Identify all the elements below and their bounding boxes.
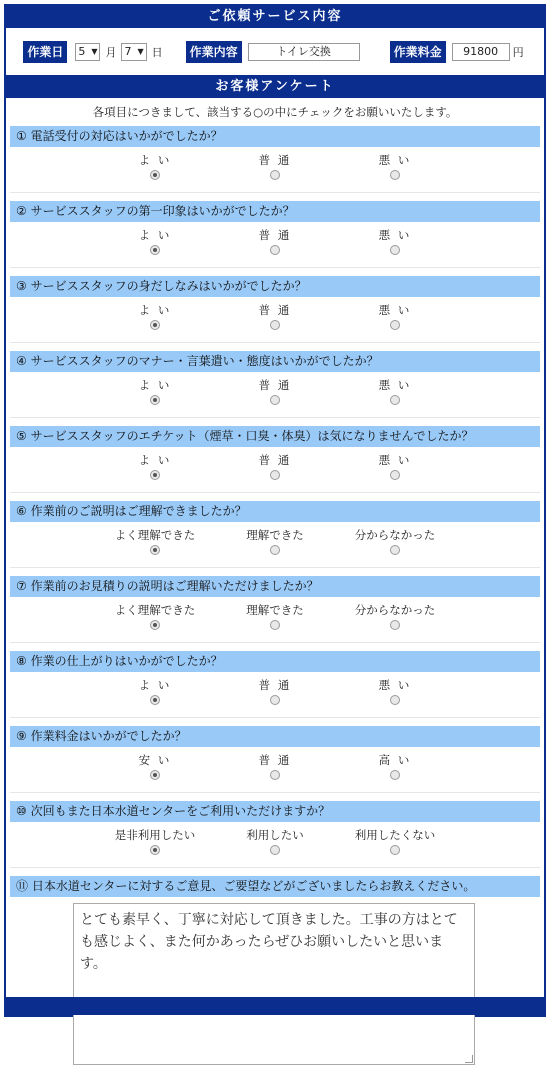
question-8-title: ⑧ 作業の仕上がりはいかがでしたか？ xyxy=(10,651,540,672)
radio-button[interactable] xyxy=(150,320,160,330)
radio-button[interactable] xyxy=(390,170,400,180)
work-content-label: 作業内容 xyxy=(186,41,242,63)
option-label: 利用したい xyxy=(246,828,304,842)
option-label: 利用したくない xyxy=(354,828,436,842)
radio-button[interactable] xyxy=(270,395,280,405)
question-11-title: ⑪ 日本水道センターに対するご意見、ご要望などがございましたらお教えください。 xyxy=(10,876,540,897)
radio-button[interactable] xyxy=(390,770,400,780)
option-item xyxy=(215,147,335,192)
question-1-options xyxy=(10,147,540,193)
option-item xyxy=(95,672,215,717)
radio-button[interactable] xyxy=(390,470,400,480)
option-item xyxy=(215,672,335,717)
radio-button[interactable] xyxy=(390,320,400,330)
option-label: よ い xyxy=(138,678,172,692)
day-unit: 日 xyxy=(151,45,163,59)
question-2-options xyxy=(10,222,540,268)
comment-text: とても素早く、丁寧に対応して頂きました。工事の方はとても感じよく、また何かあったらぜひお願いしたいと思います。 xyxy=(80,912,458,972)
radio-button[interactable] xyxy=(150,470,160,480)
question-4-title: ④ サービススタッフのマナー・言葉遣い・態度はいかがでしたか？ xyxy=(10,351,540,372)
option-item xyxy=(335,822,455,867)
fee-unit: 円 xyxy=(512,45,524,59)
question-4-options xyxy=(10,372,540,418)
option-item xyxy=(95,447,215,492)
work-fee-label: 作業料金 xyxy=(390,41,446,63)
radio-button[interactable] xyxy=(150,620,160,630)
option-label: 悪 い xyxy=(378,678,412,692)
option-item xyxy=(335,597,455,642)
radio-button[interactable] xyxy=(270,695,280,705)
option-item xyxy=(335,372,455,417)
option-label: 分からなかった xyxy=(354,603,436,617)
option-label: 普 通 xyxy=(258,453,292,467)
month-unit: 月 xyxy=(105,45,117,59)
survey-form xyxy=(4,4,546,1017)
option-label: 理解できた xyxy=(246,603,304,617)
option-item xyxy=(335,672,455,717)
option-item xyxy=(215,822,335,867)
radio-button[interactable] xyxy=(150,695,160,705)
option-item xyxy=(215,222,335,267)
option-label: よ い xyxy=(138,303,172,317)
option-item xyxy=(335,747,455,792)
radio-button[interactable] xyxy=(150,845,160,855)
option-item xyxy=(215,747,335,792)
question-5-options xyxy=(10,447,540,493)
radio-button[interactable] xyxy=(150,395,160,405)
radio-button[interactable] xyxy=(390,620,400,630)
option-label: 悪 い xyxy=(378,303,412,317)
work-fee-input[interactable]: 91800 xyxy=(452,43,510,61)
resize-handle-icon[interactable] xyxy=(465,1055,473,1063)
question-5-title: ⑤ サービススタッフのエチケット（煙草・口臭・体臭）は気になりませんでしたか？ xyxy=(10,426,540,447)
option-item xyxy=(215,297,335,342)
question-7-options xyxy=(10,597,540,643)
chevron-down-icon: ▼ xyxy=(137,47,144,56)
option-label: よく理解できた xyxy=(114,603,196,617)
option-label: 分からなかった xyxy=(354,528,436,542)
option-item xyxy=(335,147,455,192)
option-label: 普 通 xyxy=(258,753,292,767)
option-item xyxy=(95,222,215,267)
option-label: よ い xyxy=(138,378,172,392)
month-value: 5 xyxy=(78,45,86,58)
option-item xyxy=(95,747,215,792)
option-label: 普 通 xyxy=(258,678,292,692)
radio-button[interactable] xyxy=(270,170,280,180)
question-1-title: ① 電話受付の対応はいかがでしたか？ xyxy=(10,126,540,147)
question-9-options xyxy=(10,747,540,793)
radio-button[interactable] xyxy=(270,470,280,480)
option-label: 悪 い xyxy=(378,378,412,392)
option-item xyxy=(95,597,215,642)
option-item xyxy=(335,447,455,492)
day-select[interactable] xyxy=(121,43,146,61)
radio-button[interactable] xyxy=(390,545,400,555)
chevron-down-icon: ▼ xyxy=(91,47,98,56)
question-3-title: ③ サービススタッフの身だしなみはいかがでしたか？ xyxy=(10,276,540,297)
option-item xyxy=(335,522,455,567)
month-select[interactable] xyxy=(75,43,100,61)
radio-button[interactable] xyxy=(150,245,160,255)
day-value: 7 xyxy=(124,45,132,58)
option-item xyxy=(95,372,215,417)
option-item xyxy=(335,297,455,342)
radio-button[interactable] xyxy=(390,695,400,705)
radio-button[interactable] xyxy=(150,170,160,180)
question-2-title: ② サービススタッフの第一印象はいかがでしたか？ xyxy=(10,201,540,222)
radio-button[interactable] xyxy=(270,620,280,630)
option-label: 普 通 xyxy=(258,153,292,167)
option-label: 高 い xyxy=(378,753,412,767)
question-9-title: ⑨ 作業料金はいかがでしたか？ xyxy=(10,726,540,747)
radio-button[interactable] xyxy=(270,545,280,555)
question-10-options xyxy=(10,822,540,868)
option-label: 理解できた xyxy=(246,528,304,542)
option-item xyxy=(215,522,335,567)
service-header: ご依頼サービス内容 xyxy=(6,6,544,28)
survey-intro: 各項目につきまして、該当する○の中にチェックをお願いいたします。 xyxy=(92,105,458,119)
footer-band xyxy=(6,997,544,1015)
radio-button[interactable] xyxy=(390,845,400,855)
radio-button[interactable] xyxy=(270,845,280,855)
work-date-label: 作業日 xyxy=(23,41,67,63)
radio-button[interactable] xyxy=(150,545,160,555)
option-label: 安 い xyxy=(138,753,172,767)
option-item xyxy=(215,372,335,417)
radio-button[interactable] xyxy=(270,770,280,780)
radio-button[interactable] xyxy=(270,245,280,255)
question-list xyxy=(6,126,544,868)
option-label: 普 通 xyxy=(258,378,292,392)
service-row xyxy=(6,28,544,76)
work-content-input[interactable]: トイレ交換 xyxy=(248,43,360,61)
option-item xyxy=(95,822,215,867)
option-item xyxy=(335,222,455,267)
option-label: よ い xyxy=(138,453,172,467)
question-8-options xyxy=(10,672,540,718)
question-6-options xyxy=(10,522,540,568)
option-label: よ い xyxy=(138,153,172,167)
option-label: 普 通 xyxy=(258,228,292,242)
radio-button[interactable] xyxy=(390,395,400,405)
option-label: よく理解できた xyxy=(114,528,196,542)
option-item xyxy=(95,147,215,192)
option-item xyxy=(215,447,335,492)
question-6-title: ⑥ 作業前のご説明はご理解できましたか？ xyxy=(10,501,540,522)
radio-button[interactable] xyxy=(150,770,160,780)
option-label: 悪 い xyxy=(378,453,412,467)
option-label: 悪 い xyxy=(378,228,412,242)
radio-button[interactable] xyxy=(390,245,400,255)
option-item xyxy=(95,522,215,567)
option-label: 悪 い xyxy=(378,153,412,167)
question-7-title: ⑦ 作業前のお見積りの説明はご理解いただけましたか？ xyxy=(10,576,540,597)
option-item xyxy=(95,297,215,342)
comment-textarea[interactable] xyxy=(73,903,475,1065)
option-label: 普 通 xyxy=(258,303,292,317)
question-3-options xyxy=(10,297,540,343)
option-label: よ い xyxy=(138,228,172,242)
radio-button[interactable] xyxy=(270,320,280,330)
question-10-title: ⑩ 次回もまた日本水道センターをご利用いただけますか？ xyxy=(10,801,540,822)
option-item xyxy=(215,597,335,642)
option-label: 是非利用したい xyxy=(114,828,196,842)
survey-header: お客様アンケート xyxy=(6,76,544,98)
